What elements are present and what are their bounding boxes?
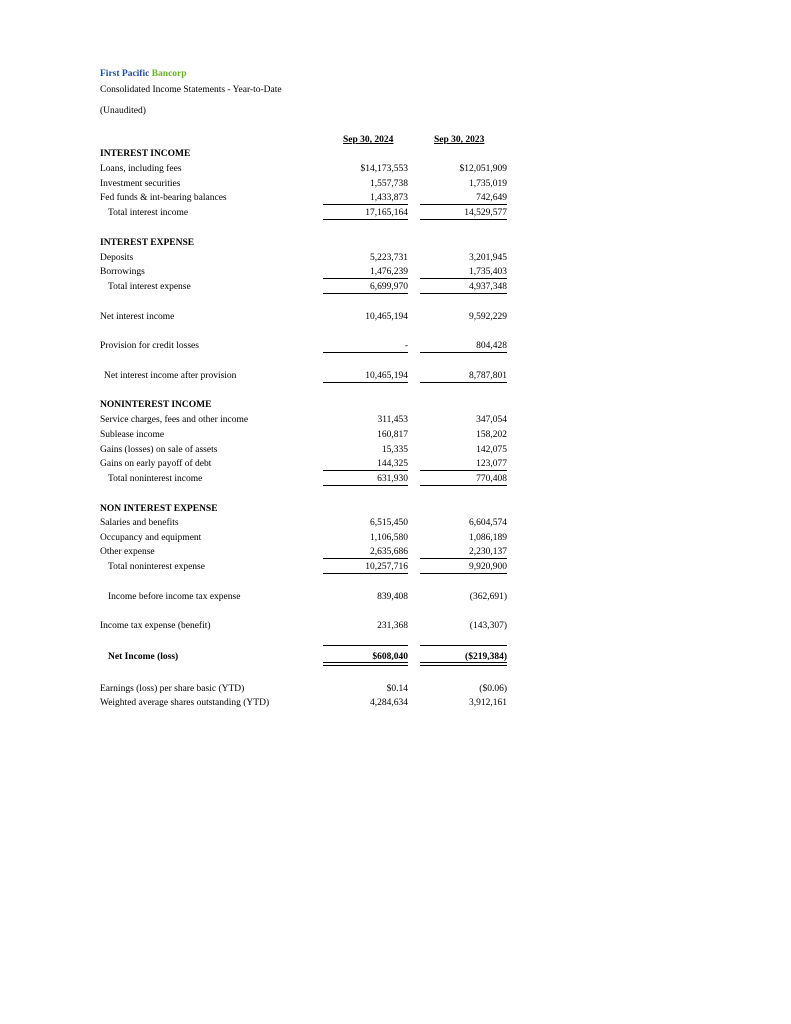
row-value-2023: 742,649 xyxy=(476,193,507,203)
row-value-2024: $14,173,553 xyxy=(360,164,408,174)
row-label: Occupancy and equipment xyxy=(100,533,202,543)
row-value-2023: 123,077 xyxy=(476,459,507,469)
company-name-part1: First Pacific xyxy=(100,69,150,79)
row-value-2024: 839,408 xyxy=(377,592,408,602)
total-rule xyxy=(323,382,408,383)
subtotal-rule xyxy=(420,558,507,559)
row-value-2023: ($0.06) xyxy=(479,684,507,694)
total-label: Total interest expense xyxy=(108,282,191,292)
double-total-rule xyxy=(323,662,408,666)
row-value-2024: 1,433,873 xyxy=(370,193,408,203)
row-value-2023: 3,201,945 xyxy=(469,253,507,263)
total-value-2023: 14,529,577 xyxy=(464,208,507,218)
row-label: Earnings (loss) per share basic (YTD) xyxy=(100,684,245,694)
row-value-2023: 142,075 xyxy=(476,445,507,455)
row-value-2024: 311,453 xyxy=(377,415,408,425)
row-label: Deposits xyxy=(100,253,134,263)
unaudited-note: (Unaudited) xyxy=(100,106,146,116)
company-name xyxy=(100,68,187,80)
row-label: Income before income tax expense xyxy=(108,592,241,602)
subtotal-rule xyxy=(420,204,507,205)
row-value-2023: 9,592,229 xyxy=(469,312,507,322)
row-label: Gains (losses) on sale of assets xyxy=(100,445,218,455)
total-rule xyxy=(420,293,507,294)
total-value-2024: 631,930 xyxy=(377,474,408,484)
row-value-2023: $12,051,909 xyxy=(459,164,507,174)
row-value-2024: 4,284,634 xyxy=(370,698,408,708)
total-value-2024: 6,699,970 xyxy=(370,282,408,292)
row-value-2023: 1,735,019 xyxy=(469,179,507,189)
total-rule xyxy=(323,485,408,486)
total-rule xyxy=(323,219,408,220)
total-label: Total noninterest expense xyxy=(108,562,205,572)
row-value-2024: 160,817 xyxy=(377,430,408,440)
section-heading-interest-income: INTEREST INCOME xyxy=(100,149,191,159)
report-title: Consolidated Income Statements - Year-to-Date xyxy=(100,85,282,95)
row-value-2023: 8,787,801 xyxy=(469,371,507,381)
row-value-2024: 1,106,580 xyxy=(370,533,408,543)
row-label: Weighted average shares outstanding (YTD) xyxy=(100,698,270,708)
row-label: Investment securities xyxy=(100,179,181,189)
row-label: Loans, including fees xyxy=(100,164,182,174)
total-rule xyxy=(420,573,507,574)
row-value-2023: (362,691) xyxy=(469,592,507,602)
row-value-2024: 10,465,194 xyxy=(365,371,408,381)
subtotal-rule xyxy=(323,204,408,205)
section-heading-noninterest-expense: NON INTEREST EXPENSE xyxy=(100,504,218,514)
row-label: Net interest income after provision xyxy=(104,371,237,381)
total-rule xyxy=(323,573,408,574)
net-income-label: Net Income (loss) xyxy=(108,652,179,662)
total-value-2023: 770,408 xyxy=(476,474,507,484)
column-header-2024: Sep 30, 2024 xyxy=(343,135,394,145)
total-rule xyxy=(323,293,408,294)
row-label: Gains on early payoff of debt xyxy=(100,459,212,469)
total-value-2024: 10,257,716 xyxy=(365,562,408,572)
subtotal-rule xyxy=(420,470,507,471)
row-value-2023: 158,202 xyxy=(476,430,507,440)
row-value-2024: 2,635,686 xyxy=(370,547,408,557)
row-label: Borrowings xyxy=(100,267,145,277)
row-value-2024: 15,335 xyxy=(381,445,408,455)
row-value-2023: 804,428 xyxy=(476,341,507,351)
net-income-value-2023: ($219,384) xyxy=(465,652,507,662)
subtotal-rule xyxy=(323,645,408,646)
section-heading-interest-expense: INTEREST EXPENSE xyxy=(100,238,195,248)
subtotal-rule xyxy=(323,470,408,471)
total-rule xyxy=(420,219,507,220)
double-total-rule xyxy=(420,662,507,666)
row-value-2023: 1,086,189 xyxy=(469,533,507,543)
row-value-2024: 5,223,731 xyxy=(370,253,408,263)
subtotal-rule xyxy=(420,645,507,646)
row-label: Service charges, fees and other income xyxy=(100,415,249,425)
total-value-2023: 9,920,900 xyxy=(469,562,507,572)
row-label: Fed funds & int-bearing balances xyxy=(100,193,227,203)
row-label: Income tax expense (benefit) xyxy=(100,621,211,631)
row-value-2024: 1,557,738 xyxy=(370,179,408,189)
subtotal-rule xyxy=(323,558,408,559)
row-value-2024: 10,465,194 xyxy=(365,312,408,322)
row-value-2023: 347,054 xyxy=(476,415,507,425)
row-label: Salaries and benefits xyxy=(100,518,179,528)
row-label: Sublease income xyxy=(100,430,165,440)
subtotal-rule xyxy=(323,352,408,353)
row-value-2024: 231,368 xyxy=(377,621,408,631)
row-value-2023: 1,735,403 xyxy=(469,267,507,277)
section-heading-noninterest-income: NONINTEREST INCOME xyxy=(100,400,212,410)
row-label: Net interest income xyxy=(100,312,175,322)
total-label: Total interest income xyxy=(108,208,189,218)
total-label: Total noninterest income xyxy=(108,474,203,484)
total-rule xyxy=(420,485,507,486)
row-value-2023: (143,307) xyxy=(469,621,507,631)
subtotal-rule xyxy=(420,352,507,353)
row-value-2023: 2,230,137 xyxy=(469,547,507,557)
subtotal-rule xyxy=(323,278,408,279)
row-value-2024: 144,325 xyxy=(377,459,408,469)
row-value-2024: - xyxy=(404,341,408,351)
total-rule xyxy=(420,382,507,383)
subtotal-rule xyxy=(420,278,507,279)
row-label: Provision for credit losses xyxy=(100,341,199,351)
row-value-2023: 3,912,161 xyxy=(469,698,507,708)
row-value-2024: 1,476,239 xyxy=(370,267,408,277)
row-value-2023: 6,604,574 xyxy=(469,518,507,528)
column-header-2023: Sep 30, 2023 xyxy=(434,135,485,145)
company-name-part2: Bancorp xyxy=(151,69,187,79)
net-income-value-2024: $608,040 xyxy=(372,652,408,662)
total-value-2024: 17,165,164 xyxy=(365,208,408,218)
row-value-2024: 6,515,450 xyxy=(370,518,408,528)
row-value-2024: $0.14 xyxy=(386,684,408,694)
total-value-2023: 4,937,348 xyxy=(469,282,507,292)
row-label: Other expense xyxy=(100,547,155,557)
